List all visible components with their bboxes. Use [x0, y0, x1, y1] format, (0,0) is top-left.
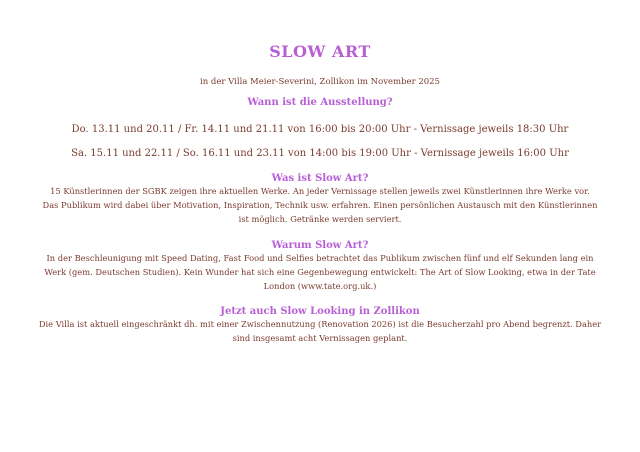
paragraph-why-line-3: London (www.tate.org.uk.)	[263, 281, 377, 291]
paragraph-what-line-2: Das Publikum wird dabei über Motivation, Inspiration, Technik usw. erfahren. Einen persönlichen Austausch mit den Künstlerinnen	[42, 200, 598, 210]
paragraph-what-line-1: 15 Künstlerinnen der SGBK zeigen ihre aktuellen Werke. An jeder Vernissage stellen jeweils zwei Künstlerinnen ihre Werke vor.	[50, 186, 590, 196]
paragraph-what	[20, 184, 620, 226]
heading-now: Jetzt auch Slow Looking in Zollikon	[220, 306, 420, 317]
paragraph-now	[20, 317, 620, 345]
heading-when: Wann ist die Ausstellung?	[247, 97, 393, 108]
dates-line-1: Do. 13.11 und 20.11 / Fr. 14.11 und 21.11 von 16:00 bis 20:00 Uhr - Vernissage jeweils 18:30 Uhr	[71, 124, 569, 135]
paragraph-why-line-2: Werk (gem. Deutschen Studien). Kein Wunder hat sich eine Gegenbewegung entwickelt: The Art of Slow Looking, etwa in der Tate	[44, 267, 596, 277]
page-title: SLOW ART	[269, 42, 371, 61]
paragraph-why-line-1: In der Beschleunigung mit Speed Dating, Fast Food und Selfies betrachtet das Publikum zwischen fünf und elf Sekunden lang ein	[46, 253, 594, 263]
heading-what: Was ist Slow Art?	[271, 173, 369, 184]
page-subtitle: in der Villa Meier-Severini, Zollikon im November 2025	[200, 77, 440, 87]
heading-why: Warum Slow Art?	[271, 240, 369, 251]
paragraph-now-line-2: sind insgesamt acht Vernissagen geplant.	[232, 333, 408, 343]
dates-line-2: Sa. 15.11 und 22.11 / So. 16.11 und 23.11 von 14:00 bis 19:00 Uhr - Vernissage jeweils 16:00 Uhr	[71, 148, 569, 159]
paragraph-why	[20, 251, 620, 293]
paragraph-now-line-1: Die Villa ist aktuell eingeschränkt dh. mit einer Zwischennutzung (Renovation 2026) ist die Besucherzahl pro Abend begrenzt. Daher	[38, 319, 602, 329]
paragraph-what-line-3: ist möglich. Getränke werden serviert.	[238, 214, 402, 224]
